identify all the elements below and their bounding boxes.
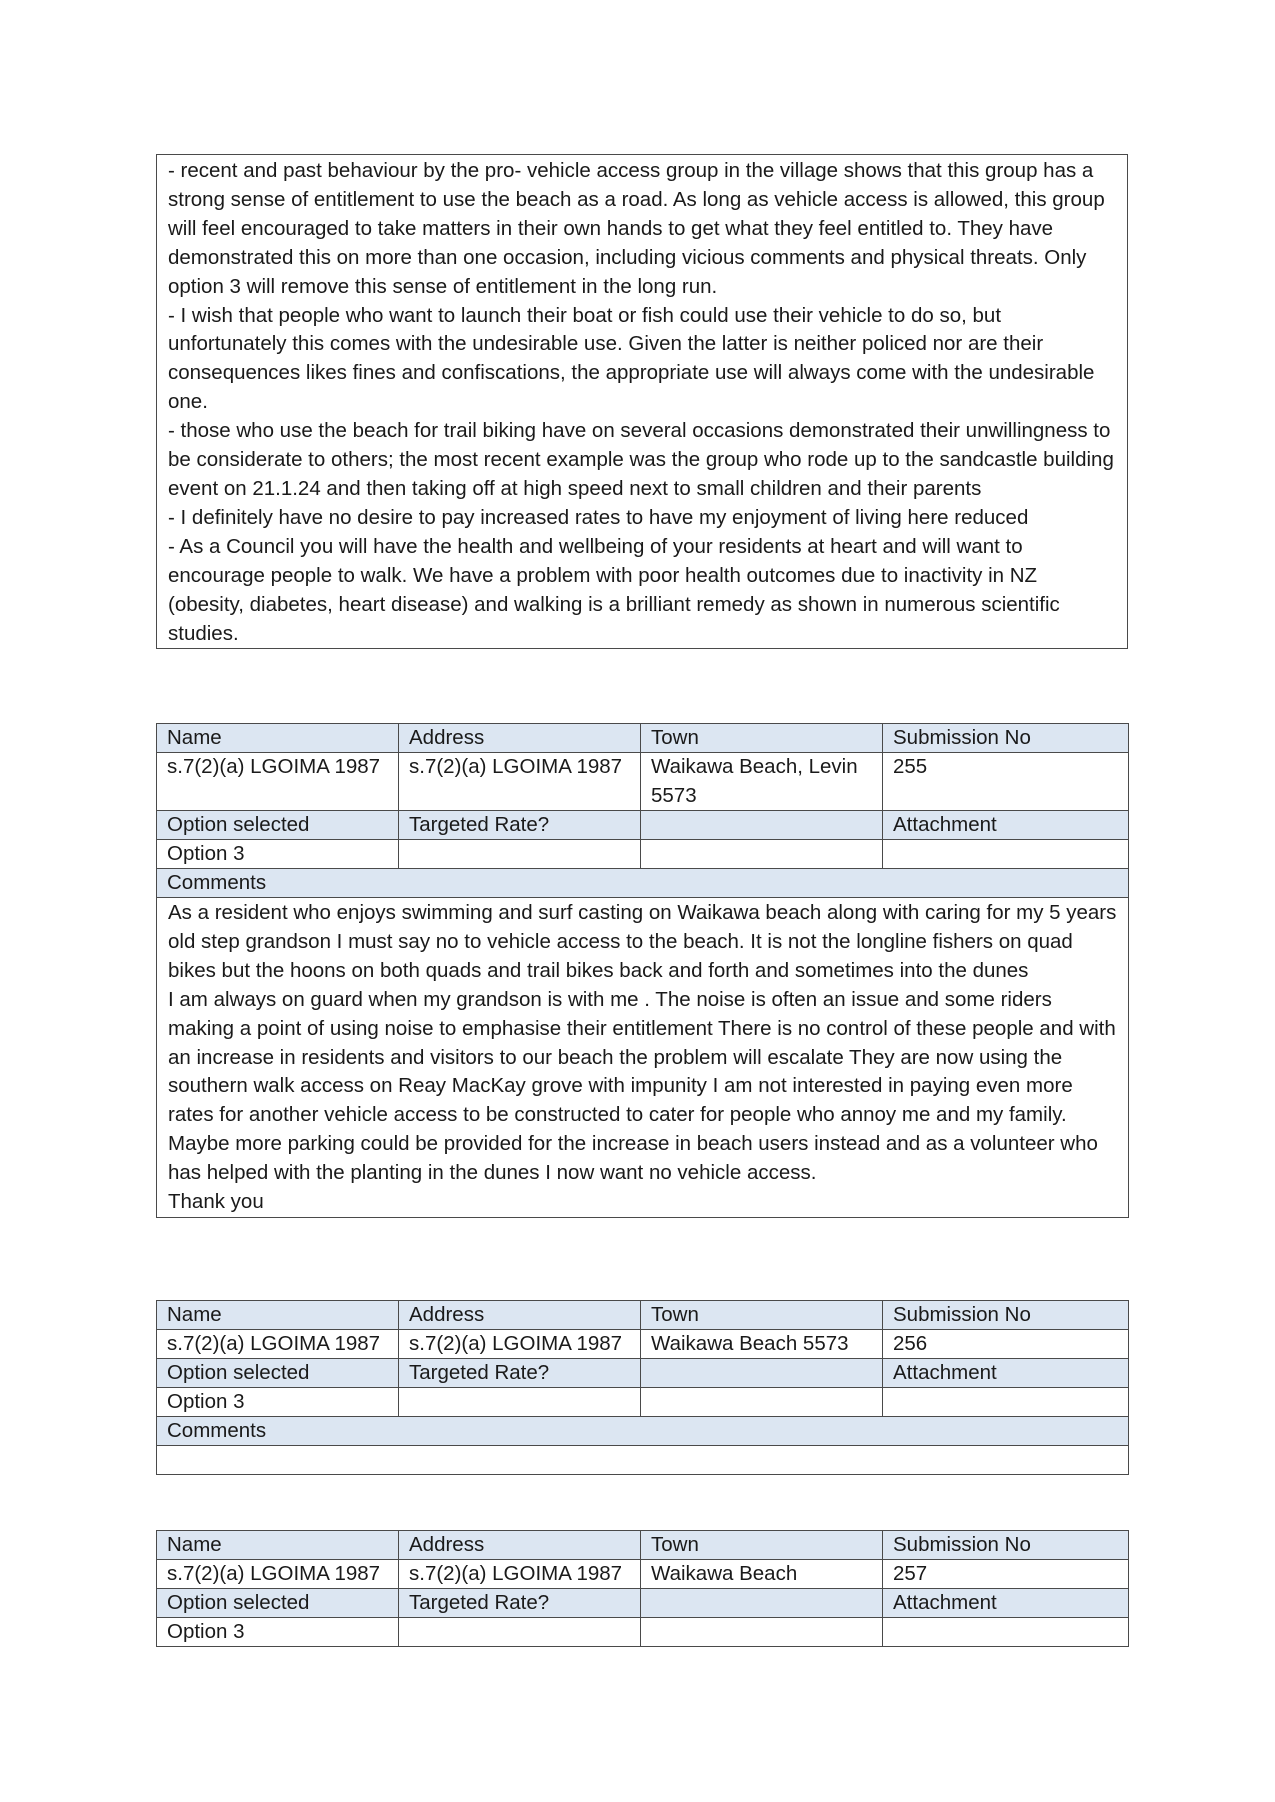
submission-no-label: Submission No xyxy=(883,1531,1129,1560)
town-value: Waikawa Beach 5573 xyxy=(641,1330,883,1359)
header-row xyxy=(157,1301,1129,1330)
empty-cell xyxy=(641,840,883,869)
comment-paragraph: - recent and past behaviour by the pro- vehicle access group in the village shows that this group has a strong sense of entitlement to use the beach as a road. As long as vehicle access is allowed, this group will feel encouraged to take matters in their own hands to get what they feel entitled to. They have demonstrated this on more than one occasion, including vicious comments and physical threats. Only option 3 will remove this sense of entitlement in the long run. xyxy=(168,159,1105,298)
comment-paragraph: I am always on guard when my grandson is with me . The noise is often an issue and some riders making a point of using noise to emphasise their entitlement There is no control of these people and with an increase in residents and visitors to our beach the problem will escalate They are now using the southern walk access on Reay MacKay grove with impunity I am not interested in paying even more rates for another vehicle access to be constructed to cater for people who annoy me and my family. Maybe more parking could be provided for the increase in beach users instead and as a volunteer who has helped with the planting in the dunes I now want no vehicle access. xyxy=(168,987,1116,1185)
submission-table xyxy=(156,1530,1129,1647)
submission-table-256 xyxy=(156,1300,1128,1475)
comments-header-row xyxy=(157,869,1129,898)
submission-table-257 xyxy=(156,1530,1128,1647)
town-label: Town xyxy=(641,1301,883,1330)
empty-cell xyxy=(641,811,883,840)
continued-comments-text xyxy=(157,155,1127,648)
option-value-row xyxy=(157,840,1129,869)
comments-row xyxy=(157,1446,1129,1475)
submission-no-label: Submission No xyxy=(883,1301,1129,1330)
empty-cell xyxy=(641,1589,883,1618)
empty-cell xyxy=(641,1618,883,1647)
option-header-row xyxy=(157,811,1129,840)
targeted-rate-value xyxy=(399,1388,641,1417)
comments-row xyxy=(157,898,1129,1218)
targeted-rate-value xyxy=(399,1618,641,1647)
empty-cell xyxy=(641,1388,883,1417)
value-row xyxy=(157,1330,1129,1359)
address-label: Address xyxy=(399,1301,641,1330)
continued-comments-box xyxy=(156,154,1128,649)
option-selected-label: Option selected xyxy=(157,811,399,840)
value-row xyxy=(157,753,1129,811)
option-value: Option 3 xyxy=(157,1388,399,1417)
option-value: Option 3 xyxy=(157,1618,399,1647)
targeted-rate-value xyxy=(399,840,641,869)
town-value: Waikawa Beach xyxy=(641,1560,883,1589)
comment-paragraph: As a resident who enjoys swimming and surf casting on Waikawa beach along with caring for my 5 years old step grandson I must say no to vehicle access to the beach. It is not the longline fishers on quad bikes but the hoons on both quads and trail bikes back and forth and sometimes into the dunes xyxy=(168,901,1117,982)
address-value: s.7(2)(a) LGOIMA 1987 xyxy=(399,1560,641,1589)
attachment-value xyxy=(883,1618,1129,1647)
targeted-rate-label: Targeted Rate? xyxy=(399,1359,641,1388)
comment-paragraph: - I wish that people who want to launch their boat or fish could use their vehicle to do so, but unfortunately this comes with the undesirable use. Given the latter is neither policed nor are their consequences likes fines and confiscations, the appropriate use will always come with the undesirable one. xyxy=(168,303,1095,414)
submission-no-value: 257 xyxy=(883,1560,1129,1589)
submission-table xyxy=(156,1300,1129,1475)
town-label: Town xyxy=(641,724,883,753)
empty-cell xyxy=(641,1359,883,1388)
address-label: Address xyxy=(399,1531,641,1560)
town-value: Waikawa Beach, Levin 5573 xyxy=(641,753,883,811)
option-value-row xyxy=(157,1388,1129,1417)
option-value-row xyxy=(157,1618,1129,1647)
comments-label: Comments xyxy=(157,869,1129,898)
address-value: s.7(2)(a) LGOIMA 1987 xyxy=(399,1330,641,1359)
header-row xyxy=(157,1531,1129,1560)
submission-no-value: 256 xyxy=(883,1330,1129,1359)
name-value: s.7(2)(a) LGOIMA 1987 xyxy=(157,1560,399,1589)
comment-paragraph: Thank you xyxy=(168,1190,264,1214)
submission-table xyxy=(156,723,1129,1218)
option-header-row xyxy=(157,1359,1129,1388)
comment-paragraph: - As a Council you will have the health and wellbeing of your residents at heart and will want to encourage people to walk. We have a problem with poor health outcomes due to inactivity in NZ (obesity, diabetes, heart disease) and walking is a brilliant remedy as shown in numerous scientific studies. xyxy=(168,534,1060,645)
comments-header-row xyxy=(157,1417,1129,1446)
attachment-label: Attachment xyxy=(883,811,1129,840)
targeted-rate-label: Targeted Rate? xyxy=(399,1589,641,1618)
submission-no-label: Submission No xyxy=(883,724,1129,753)
attachment-value xyxy=(883,840,1129,869)
name-label: Name xyxy=(157,1301,399,1330)
option-selected-label: Option selected xyxy=(157,1589,399,1618)
comments-text xyxy=(157,898,1129,1218)
comments-text xyxy=(157,1446,1129,1475)
attachment-value xyxy=(883,1388,1129,1417)
name-label: Name xyxy=(157,724,399,753)
value-row xyxy=(157,1560,1129,1589)
option-selected-label: Option selected xyxy=(157,1359,399,1388)
address-label: Address xyxy=(399,724,641,753)
submission-table-255 xyxy=(156,723,1128,1218)
targeted-rate-label: Targeted Rate? xyxy=(399,811,641,840)
address-value: s.7(2)(a) LGOIMA 1987 xyxy=(399,753,641,811)
header-row xyxy=(157,724,1129,753)
attachment-label: Attachment xyxy=(883,1359,1129,1388)
town-label: Town xyxy=(641,1531,883,1560)
option-header-row xyxy=(157,1589,1129,1618)
name-label: Name xyxy=(157,1531,399,1560)
name-value: s.7(2)(a) LGOIMA 1987 xyxy=(157,1330,399,1359)
submission-no-value: 255 xyxy=(883,753,1129,811)
comment-paragraph: - I definitely have no desire to pay increased rates to have my enjoyment of living here reduced xyxy=(168,505,1029,529)
comments-label: Comments xyxy=(157,1417,1129,1446)
comment-paragraph: - those who use the beach for trail biking have on several occasions demonstrated their unwillingness to be considerate to others; the most recent example was the group who rode up to the sandcastle building event on 21.1.24 and then taking off at high speed next to small children and their parents xyxy=(168,419,1114,500)
name-value: s.7(2)(a) LGOIMA 1987 xyxy=(157,753,399,811)
attachment-label: Attachment xyxy=(883,1589,1129,1618)
option-value: Option 3 xyxy=(157,840,399,869)
